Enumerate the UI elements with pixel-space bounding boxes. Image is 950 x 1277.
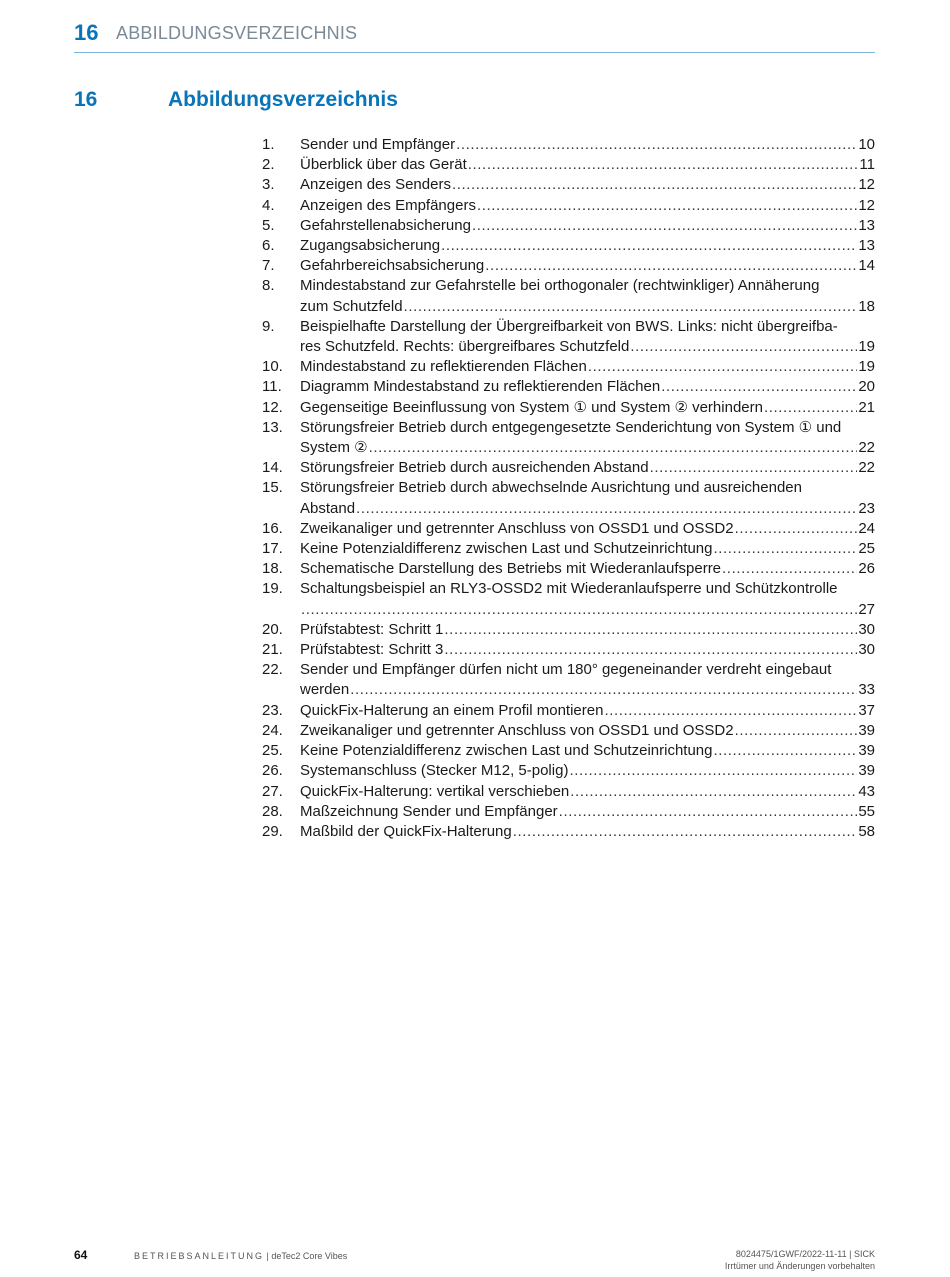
entry-number: 9. [262,317,275,335]
entry-title: Maßzeichnung Sender und Empfänger [300,802,558,820]
dot-leader [650,458,858,478]
entry-title: werden [300,681,350,699]
entry-page-number: 39 [858,742,875,760]
dot-leader [661,377,857,397]
entry-title: Prüfstabtest: Schritt 1 [300,620,444,638]
dot-leader [559,802,858,822]
entry-title: Zweikanaliger und getrennter Anschluss von OSSD1 und OSSD2 [300,721,734,739]
entry-page-number: 14 [858,257,875,275]
entry-title: Mindestabstand zur Gefahrstelle bei orthogonaler (rechtwinkliger) Annäherung [300,277,820,295]
entry-page-number: 13 [858,237,875,255]
toc-entry[interactable] [262,559,875,579]
entry-number: 28. [262,802,283,820]
toc-entry[interactable] [262,135,875,155]
toc-entry[interactable] [262,660,875,700]
figure-list [262,135,875,842]
entry-title: Keine Potenzialdifferenz zwischen Last und Schutzeinrichtung [300,540,713,558]
entry-title: Keine Potenzialdifferenz zwischen Last und Schutzeinrichtung [300,742,713,760]
document-title [134,1251,347,1261]
dot-leader [764,398,857,418]
disclaimer: Irrtümer und Änderungen vorbehalten [724,1261,875,1271]
entry-number: 6. [262,237,275,255]
entry-title: Beispielhafte Darstellung der Übergreifbarkeit von BWS. Links: nicht übergreifba- [300,317,838,335]
dot-leader [588,357,857,377]
entry-page-number: 25 [858,540,875,558]
toc-entry[interactable] [262,701,875,721]
entry-number: 22. [262,661,283,679]
entry-title: Schaltungsbeispiel an RLY3-OSSD2 mit Wiederanlaufsperre und Schützkontrolle [300,580,838,598]
entry-title: Maßbild der QuickFix-Halterung [300,822,512,840]
entry-title: Zugangsabsicherung [300,237,441,255]
entry-number: 11. [262,378,282,396]
toc-entry[interactable] [262,398,875,418]
entry-number: 25. [262,742,283,760]
dot-leader [472,216,857,236]
entry-number: 16. [262,519,283,537]
entry-number: 12. [262,398,283,416]
document-id: 8024475/1GWF/2022-11-11 | SICK [735,1249,875,1259]
toc-entry[interactable] [262,640,875,660]
entry-title: Mindestabstand zu reflektierenden Flächen [300,358,587,376]
entry-page-number: 30 [858,641,875,659]
product-name: | deTec2 Core Vibes [266,1251,348,1261]
chapter-heading [74,88,398,112]
entry-page-number: 33 [858,681,875,699]
dot-leader [513,822,858,842]
entry-title: Anzeigen des Empfängers [300,196,476,214]
toc-entry[interactable] [262,822,875,842]
dot-leader [477,196,857,216]
entry-title: Störungsfreier Betrieb durch abwechselnde Ausrichtung und ausreichenden [300,479,802,497]
entry-title: Abstand [300,499,356,517]
toc-entry[interactable] [262,741,875,761]
dot-leader [735,721,858,741]
entry-title: Störungsfreier Betrieb durch entgegengesetzte Senderichtung von System ① und [300,418,842,436]
entry-page-number: 22 [858,459,875,477]
page-footer [74,1248,875,1272]
entry-title: Anzeigen des Senders [300,176,451,194]
toc-entry[interactable] [262,377,875,397]
toc-entry[interactable] [262,317,875,357]
dot-leader [630,337,857,357]
toc-entry[interactable] [262,458,875,478]
entry-title: QuickFix-Halterung an einem Profil montieren [300,701,604,719]
dot-leader [356,499,857,519]
entry-title: Gefahrbereichsabsicherung [300,257,485,275]
entry-number: 27. [262,782,283,800]
toc-entry[interactable] [262,236,875,256]
entry-number: 14. [262,459,283,477]
dot-leader [713,539,857,559]
toc-entry[interactable] [262,519,875,539]
toc-entry[interactable] [262,418,875,458]
document-type: BETRIEBSANLEITUNG [134,1251,265,1261]
entry-page-number: 58 [858,822,875,840]
running-header [74,14,875,53]
chapter-number: 16 [74,88,98,111]
entry-number: 15. [262,479,283,497]
entry-title: QuickFix-Halterung: vertikal verschieben [300,782,570,800]
dot-leader [468,155,859,175]
entry-number: 10. [262,358,283,376]
entry-page-number: 20 [858,378,875,396]
entry-title: Zweikanaliger und getrennter Anschluss von OSSD1 und OSSD2 [300,519,734,537]
entry-page-number: 23 [858,499,875,517]
toc-entry[interactable] [262,761,875,781]
entry-page-number: 12 [858,176,875,194]
dot-leader [369,438,858,458]
entry-number: 3. [262,176,275,194]
dot-leader [570,782,857,802]
entry-page-number: 21 [858,398,875,416]
entry-number: 29. [262,822,283,840]
toc-entry[interactable] [262,196,875,216]
entry-title: System ② [300,439,368,457]
toc-entry[interactable] [262,579,875,619]
toc-entry[interactable] [262,276,875,316]
entry-title: res Schutzfeld. Rechts: übergreifbares Schutzfeld [300,338,630,356]
toc-entry[interactable] [262,620,875,640]
entry-number: 26. [262,762,283,780]
entry-number: 20. [262,620,283,638]
toc-entry[interactable] [262,539,875,559]
toc-entry[interactable] [262,155,875,175]
toc-entry[interactable] [262,175,875,195]
entry-title: zum Schutzfeld [300,297,403,315]
entry-number: 1. [262,136,275,153]
entry-title: Schematische Darstellung des Betriebs mit Wiederanlaufsperre [300,560,722,578]
toc-entry[interactable] [262,216,875,236]
entry-page-number: 24 [858,519,875,537]
entry-title: Sender und Empfänger [300,136,456,153]
entry-page-number: 19 [858,338,875,356]
header-chapter-title: ABBILDUNGSVERZEICHNIS [116,22,358,43]
dot-leader [485,256,857,276]
entry-page-number: 18 [858,297,875,315]
dot-leader [350,680,857,700]
entry-title: Diagramm Mindestabstand zu reflektierenden Flächen [300,378,661,396]
dot-leader [301,600,857,620]
dot-leader [713,741,857,761]
dot-leader [444,620,857,640]
toc-entry[interactable] [262,478,875,518]
entry-title: Überblick über das Gerät [300,156,467,174]
entry-page-number: 10 [858,136,875,153]
page-number: 64 [74,1248,88,1262]
entry-title: Sender und Empfänger dürfen nicht um 180° gegeneinander verdreht eingebaut [300,661,832,679]
entry-title: Systemanschluss (Stecker M12, 5-polig) [300,762,569,780]
dot-leader [444,640,857,660]
dot-leader [452,175,857,195]
entry-page-number: 11 [859,156,875,174]
dot-leader [722,559,857,579]
toc-entry[interactable] [262,721,875,741]
entry-page-number: 39 [858,721,875,739]
entry-title: Prüfstabtest: Schritt 3 [300,641,444,659]
dot-leader [735,519,858,539]
entry-page-number: 22 [858,439,875,457]
toc-entry[interactable] [262,802,875,822]
entry-number: 24. [262,721,283,739]
dot-leader [441,236,857,256]
entry-page-number: 30 [858,620,875,638]
entry-number: 17. [262,540,283,558]
entry-number: 4. [262,196,275,214]
entry-number: 8. [262,277,275,295]
entry-number: 13. [262,418,283,436]
entry-number: 23. [262,701,283,719]
entry-number: 2. [262,156,275,174]
toc-entry[interactable] [262,357,875,377]
toc-entry[interactable] [262,256,875,276]
entry-page-number: 26 [858,560,875,578]
entry-number: 18. [262,560,283,578]
entry-page-number: 27 [858,600,875,618]
header-chapter-number: 16 [74,20,99,45]
entry-page-number: 19 [858,358,875,376]
entry-number: 21. [262,641,283,659]
toc-entry[interactable] [262,782,875,802]
dot-leader [569,761,857,781]
dot-leader [404,297,858,317]
entry-title: Gegenseitige Beeinflussung von System ① und System ② verhindern [300,398,763,416]
entry-page-number: 13 [858,216,875,234]
entry-page-number: 43 [858,782,875,800]
entry-page-number: 55 [858,802,875,820]
entry-title: Gefahrstellenabsicherung [300,216,471,234]
dot-leader [604,701,857,721]
entry-title: Störungsfreier Betrieb durch ausreichenden Abstand [300,459,649,477]
entry-page-number: 37 [858,701,875,719]
entry-number: 5. [262,216,275,234]
dot-leader [456,135,857,155]
entry-number: 7. [262,257,275,275]
entry-page-number: 39 [858,762,875,780]
entry-page-number: 12 [858,196,875,214]
chapter-title: Abbildungsverzeichnis [168,88,398,111]
entry-number: 19. [262,580,283,598]
